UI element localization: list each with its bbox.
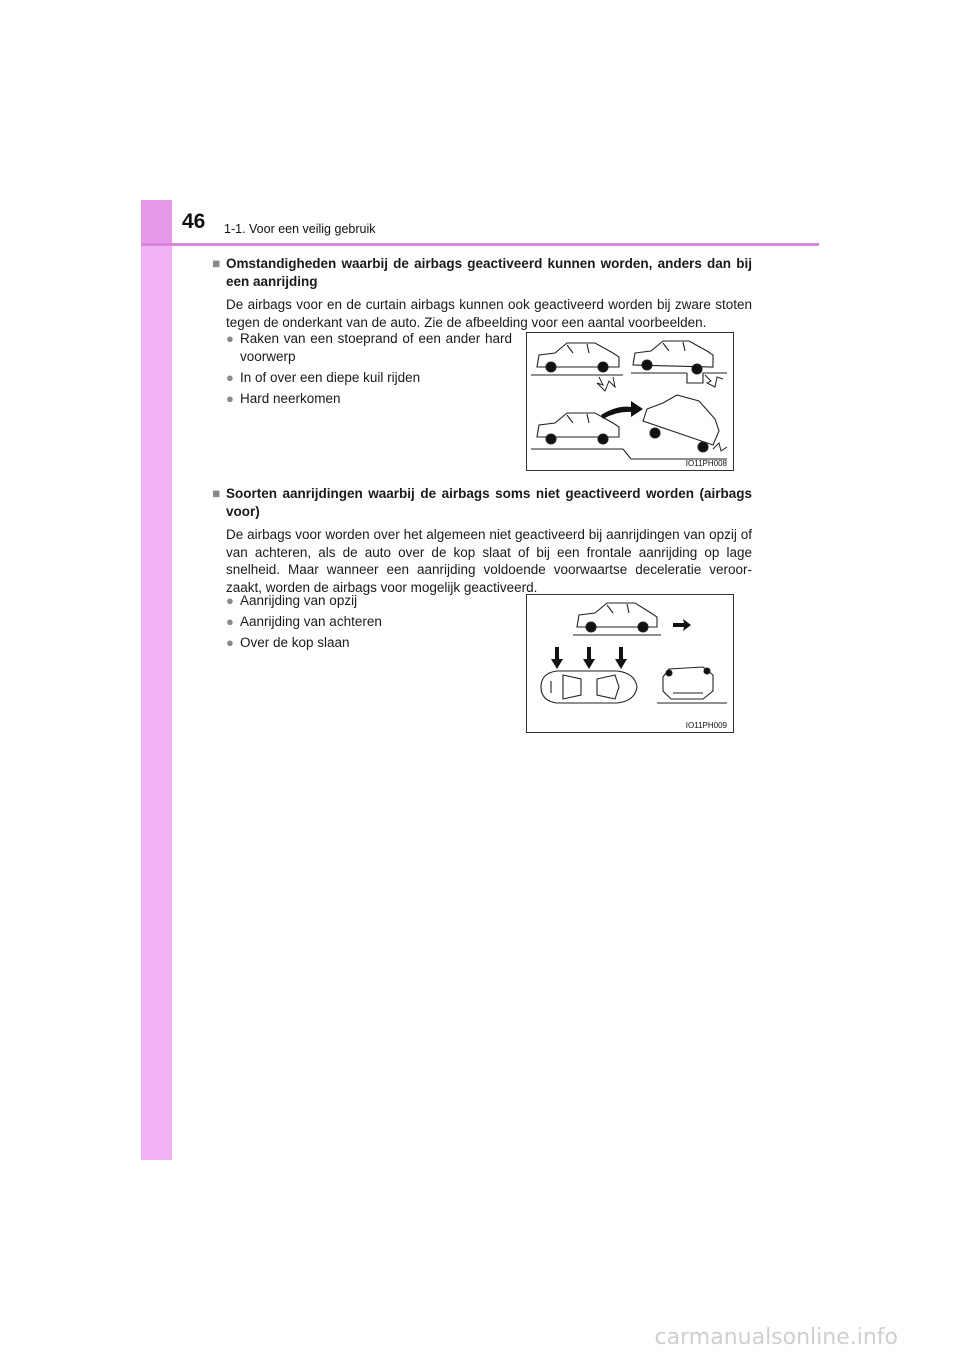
- round-bullet-icon: ●: [226, 593, 234, 608]
- list-item: ● In of over een diepe kuil rijden: [226, 369, 421, 385]
- bullet-list: [226, 330, 512, 411]
- bullet-list: [226, 592, 512, 655]
- list-item: ● Over de kop slaan: [226, 635, 350, 650]
- section-body: De airbags voor en de curtain airbags kunnen ook geactiveerd worden bij zware stoten tegen de onderkant van de auto. Zie de afbeelding voor een aantal voorbeelden.: [226, 297, 752, 330]
- list-item: ● Aanrijding van opzij: [226, 593, 358, 608]
- list-item: ● Hard neerkomen: [226, 390, 341, 406]
- list-item: ● Raken van een stoeprand of een ander hard voorwerp: [226, 331, 512, 364]
- header-band: [141, 200, 172, 244]
- car-collision-illustration: [527, 595, 733, 732]
- car-impact-illustration: [527, 333, 733, 470]
- figure-code: IO11PH009: [685, 721, 727, 730]
- section-title: [212, 485, 752, 521]
- section-title-text: Omstandigheden waarbij de airbags geactiveerd kunnen worden, anders dan bij een aanrijding: [226, 256, 752, 289]
- round-bullet-icon: ●: [226, 614, 234, 629]
- list-item: ● Aanrijding van achteren: [226, 614, 382, 629]
- round-bullet-icon: ●: [226, 369, 234, 385]
- square-bullet-icon: ■: [212, 256, 221, 271]
- section-airbag-no-activation: [212, 485, 752, 596]
- chapter-title: 1-1. Voor een veilig gebruik: [224, 222, 376, 236]
- side-tab: [141, 200, 172, 1160]
- watermark: carmanualsonline.info: [654, 1325, 898, 1350]
- round-bullet-icon: ●: [226, 331, 234, 346]
- section-body: De airbags voor worden over het algemeen niet geactiveerd bij aanrijdingen van opzij of van achteren, als de auto over de kop slaat of bij een frontale aanrijding op lage snelheid. Maar wanneer een aanrijding voldoende voorwaartse deceleratie veroor-zaakt, worden de airbags voor mogelijk geactiveerd.: [226, 527, 752, 595]
- section-title-text: Soorten aanrijdingen waarbij de airbags soms niet geactiveerd worden (airbags voor): [226, 486, 752, 519]
- figure-underbody-impacts: [526, 332, 734, 471]
- header-rule: [141, 243, 819, 246]
- figure-collision-types: [526, 594, 734, 733]
- figure-code: IO11PH008: [685, 459, 727, 468]
- section-airbag-activation-other: [212, 255, 752, 331]
- page-number: 46: [182, 210, 206, 233]
- round-bullet-icon: ●: [226, 390, 234, 406]
- square-bullet-icon: ■: [212, 486, 221, 501]
- section-title: [212, 255, 752, 291]
- round-bullet-icon: ●: [226, 635, 234, 650]
